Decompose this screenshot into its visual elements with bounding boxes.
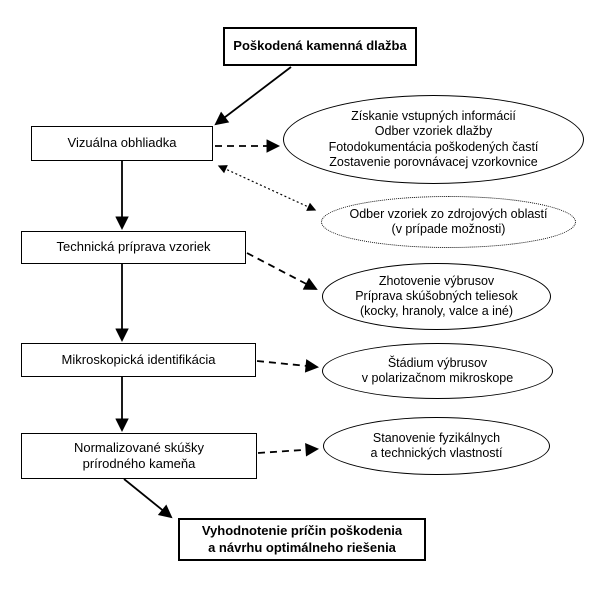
arrow-standardized-to-evaluation: [124, 479, 171, 517]
node-label: Normalizované skúšky: [73, 439, 205, 455]
node-label: Mikroskopická identifikácia: [61, 351, 216, 367]
ellipse-label: (kocky, hranoly, valce a iné): [359, 304, 514, 319]
node-label: Vizuálna obhliadka: [67, 135, 177, 151]
ellipse-label: Získanie vstupných informácií: [351, 109, 516, 123]
ellipse-physical-properties: [323, 417, 550, 475]
node-label: prírodného kameňa: [82, 456, 196, 471]
node-technical-preparation: [21, 231, 246, 264]
node-label: Poškodená kamenná dlažba: [233, 38, 407, 54]
node-label: Technická príprava vzoriek: [56, 239, 211, 255]
ellipse-label: (v prípade možnosti): [391, 222, 506, 236]
dotted-arrow-visual-source-sampling: [219, 166, 315, 210]
ellipse-microscope-study: [322, 343, 553, 399]
ellipse-label: Fotodokumentácia poškodených častí: [328, 139, 539, 154]
dashed-arrow-standardized-to-properties: [258, 449, 317, 453]
ellipse-thin-sections: [322, 263, 551, 330]
ellipse-label: a technických vlastností: [370, 446, 503, 460]
node-microscopic-identification: [21, 343, 256, 377]
ellipse-source-sampling: [321, 196, 576, 248]
ellipse-label: Štádium výbrusov: [387, 355, 488, 370]
node-standardized-tests: [21, 433, 257, 479]
dashed-arrow-technical-to-thin-sections: [247, 253, 316, 289]
ellipse-label: Odber vzoriek dlažby: [374, 124, 493, 139]
ellipse-label: Príprava skúšobných teliesok: [355, 288, 518, 303]
node-visual-inspection: [31, 126, 213, 161]
ellipse-input-information: [283, 95, 584, 184]
ellipse-label: v polarizačnom mikroskope: [361, 371, 514, 385]
node-evaluation: [178, 518, 426, 561]
node-damaged-pavement: [223, 27, 417, 66]
ellipse-label: Zhotovenie výbrusov: [378, 273, 495, 288]
ellipse-label: Odber vzoriek zo zdrojových oblastí: [349, 206, 548, 221]
node-label: Vyhodnotenie príčin poškodenia: [201, 523, 403, 539]
arrow-damaged-to-visual: [216, 67, 291, 124]
node-label: a návrhu optimálneho riešenia: [208, 539, 396, 555]
ellipse-label: Stanovenie fyzikálnych: [372, 430, 501, 445]
dashed-arrow-microscopic-to-microscope-study: [257, 361, 317, 367]
ellipse-label: Zostavenie porovnávacej vzorkovnice: [329, 154, 538, 169]
